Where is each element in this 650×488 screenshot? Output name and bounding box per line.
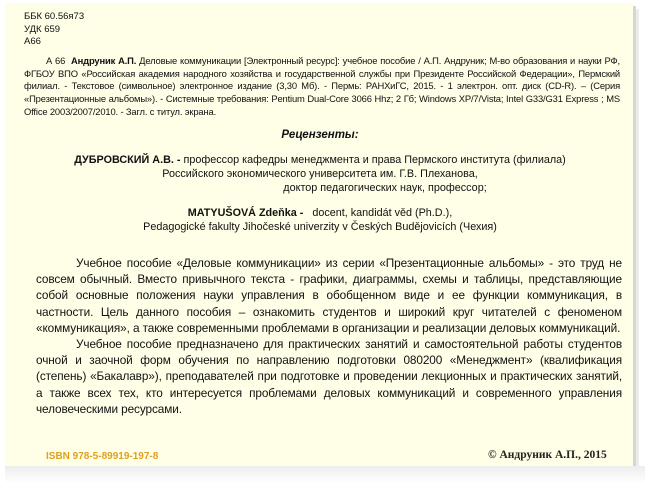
copyright: © Андруник А.П., 2015 xyxy=(488,449,607,461)
bibliographic-record xyxy=(24,55,620,119)
biblio-text: Деловые коммуникации [Электронный ресурс]: учебное пособие / А.П. Андруник; М-во образования и науки РФ, ФГБОУ ВПО «Российская академия народного хозяйства и государственной службы при Президенте Российской Федерации», Пермский филиал. - Текстовое (символьное) электронное издание (3,30 Мб). - Пермь: РАНХиГС, 2015. - 1 электрон. опт. диск (CD-R). – (Серия «Презентационные альбомы»). - Системные требования: Pentium Dual-Core 3066 Hhz; 2 Гб; Windows XP/7/Vista; Intel G33/G31 Express ; MS Office 2003/2007/2010. - Загл. с титул. экрана. xyxy=(24,55,620,117)
page-shadow xyxy=(5,466,645,484)
author-mark: А66 xyxy=(24,36,41,47)
reviewer-2-name: MATYUŠOVÁ Zdeňka - xyxy=(187,207,304,219)
isbn: ISBN 978-5-89919-197-8 xyxy=(46,451,159,462)
biblio-author: Андруник А.П. xyxy=(71,55,137,66)
reviewer-1-name: ДУБРОВСКИЙ А.В. - xyxy=(74,154,181,166)
reviewers-heading: Рецензенты: xyxy=(281,129,359,141)
udk-code: УДК 659 xyxy=(24,23,61,35)
bbk-code: ББК 60.56я73 xyxy=(24,11,85,22)
reviewer-1-line1: профессор кафедры менеджмента и права Пермского института (филиала) xyxy=(183,154,566,166)
reviewer-1-line3: доктор педагогических наук, профессор; xyxy=(283,182,487,194)
reviewer-1 xyxy=(0,153,640,195)
annotation-paragraph-2: Учебное пособие предназначено для практических занятий и самостоятельной работы студентов очной и заочной форм обучения по направлению подготовки 080200 «Менеджмент» (квалификация (степень) «Бакалавр»), преподавателей при подготовке и проведении лекционных и практических занятий, а также всех тех, кто интересуется проблемами деловых коммуникаций и современного управления человеческими ресурсами. xyxy=(36,337,622,416)
reviewer-2-line1: docent, kandidát věd (Ph.D.), xyxy=(312,207,453,219)
annotation-paragraph-1: Учебное пособие «Деловые коммуникации» из серии «Презентационные альбомы» - это труд не совсем обычный. Вместо привычного текста - графики, диаграммы, схемы и таблицы, представляющие собой основные положения науки управления в обобщенном виде и ее функции коммуникация, в частности. Цель данного пособия – ознакомить студентов и широкий круг читателей с феноменом «коммуникация», а также современными проблемами в организации и реализации деловых коммуникаций. xyxy=(36,256,622,335)
reviewer-2 xyxy=(0,206,640,234)
biblio-number: А 66 xyxy=(46,55,66,66)
reviewer-2-line2: Pedagogické fakulty Jihočeské univerzity v Českých Budějovicích (Чехия) xyxy=(143,221,497,233)
classification-codes xyxy=(24,11,84,49)
annotation-text xyxy=(36,255,622,417)
reviewer-1-line2: Российского экономического университета им. Г.В. Плеханова, xyxy=(162,168,478,180)
